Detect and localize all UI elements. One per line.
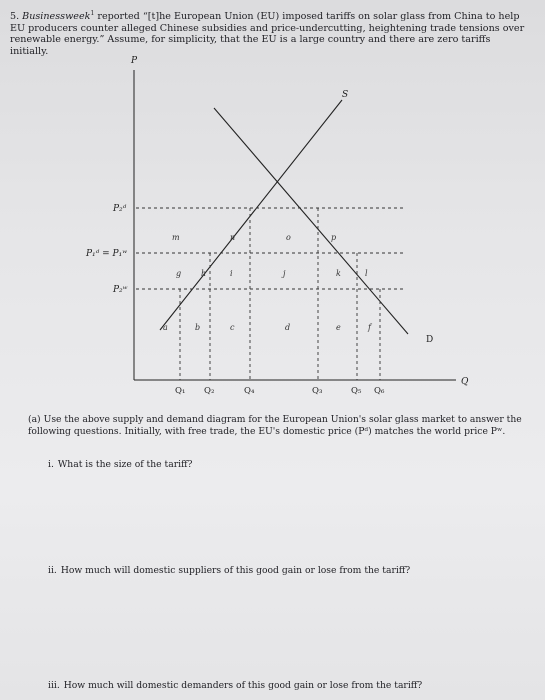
question-ii xyxy=(48,565,410,576)
x-axis-label: Q xyxy=(461,377,469,387)
question-i xyxy=(48,459,192,470)
question-iii xyxy=(48,680,422,691)
q5-label: Q₅ xyxy=(351,386,362,396)
region-h: h xyxy=(201,269,207,278)
demand-curve xyxy=(214,108,408,334)
region-c: c xyxy=(230,323,235,332)
region-j: j xyxy=(283,269,286,278)
question-i-number: i. xyxy=(48,459,54,470)
region-k: k xyxy=(336,269,341,278)
question-ii-number: ii. xyxy=(48,565,57,576)
q4-label: Q₄ xyxy=(244,386,255,396)
question-i-text: What is the size of the tariff? xyxy=(57,459,193,470)
q1-label: Q₁ xyxy=(175,386,186,396)
supply-label: S xyxy=(342,90,349,100)
question-iii-number: iii. xyxy=(48,680,60,691)
question-ii-text: How much will domestic suppliers of this good gain or lose from the tariff? xyxy=(60,565,411,576)
question-number: 5. xyxy=(10,11,20,23)
region-l: l xyxy=(365,269,368,278)
region-d: d xyxy=(285,323,291,332)
y-axis-label: P xyxy=(131,56,138,66)
region-e: e xyxy=(336,323,341,332)
price-label-p1: P₁ᵈ = P₁ʷ xyxy=(86,249,128,259)
region-m: m xyxy=(172,233,180,242)
q6-label: Q₆ xyxy=(374,386,385,396)
part-a-text: Use the above supply and demand diagram for the European Union's solar glass market to answer the following questions. Initially, with free trade, the EU's domestic price (Pᵈ) matches the world price Pʷ. xyxy=(28,414,522,437)
supply-curve xyxy=(160,100,342,330)
region-b: b xyxy=(195,323,201,332)
region-a: a xyxy=(163,323,168,332)
region-f: f xyxy=(368,323,371,332)
part-a xyxy=(28,414,528,437)
price-label-p2w: P₂ʷ xyxy=(113,285,128,295)
demand-label: D xyxy=(426,335,434,345)
question-iii-text: How much will domestic demanders of this good gain or lose from the tariff? xyxy=(63,680,423,691)
region-o: o xyxy=(286,233,291,242)
region-g: g xyxy=(176,269,182,278)
footnote-marker: 1 xyxy=(90,10,95,17)
price-label-p2d: P₂ᵈ xyxy=(113,204,127,214)
source-name: Businessweek xyxy=(22,11,91,23)
q3-label: Q₃ xyxy=(312,386,323,396)
part-a-label: (a) xyxy=(28,414,41,425)
region-i: i xyxy=(230,269,233,278)
region-n: n xyxy=(230,233,236,242)
intro-text: reported “[t]he European Union (EU) imposed tariffs on solar glass from China to help EU producers counter alleged Chinese subsidies and price-undercutting, heightening trade tensions over renewable energy.” Assume, for simplicity, that the EU is a large country and there are zero tariffs initially. xyxy=(10,11,525,57)
q2-label: Q₂ xyxy=(204,386,215,396)
region-p: p xyxy=(331,233,337,242)
part-a-prompt xyxy=(28,414,528,437)
